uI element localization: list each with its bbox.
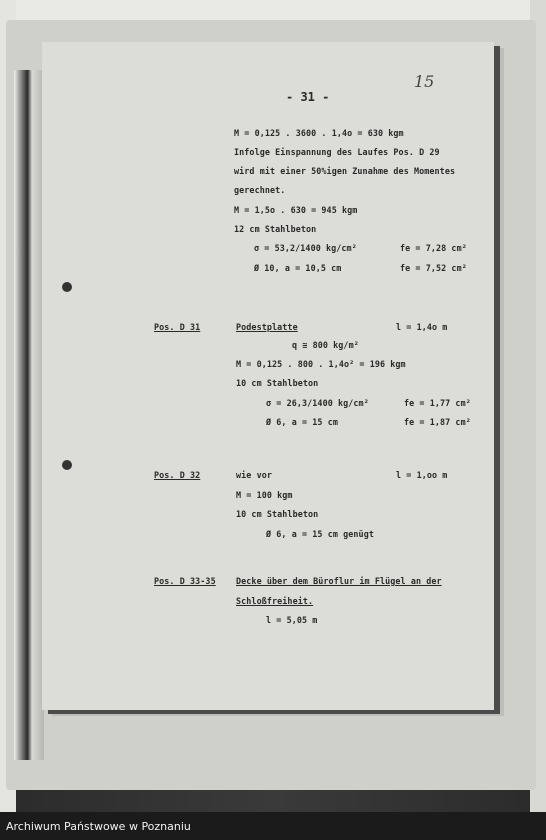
text-line: l = 1,oo m — [396, 470, 448, 480]
text-line: q ≅ 800 kg/m² — [292, 340, 359, 350]
position-label: Pos. D 31 — [154, 322, 201, 332]
text-line: Infolge Einspannung des Laufes Pos. D 29 — [234, 147, 440, 157]
text-line: M = 0,125 . 3600 . 1,4o = 630 kgm — [234, 128, 404, 138]
text-line: σ = 26,3/1400 kg/cm² — [266, 398, 369, 408]
text-line: M = 100 kgm — [236, 490, 293, 500]
text-line: fe = 7,28 cm² — [400, 243, 467, 253]
document-page — [42, 42, 494, 710]
punch-hole — [62, 460, 72, 470]
text-line: l = 1,4o m — [396, 322, 448, 332]
section-heading: Podestplatte — [236, 322, 298, 332]
punch-hole — [62, 282, 72, 292]
text-line: fe = 1,77 cm² — [404, 398, 471, 408]
text-line: Ø 6, a = 15 cm genügt — [266, 529, 374, 539]
text-line: 10 cm Stahlbeton — [236, 509, 319, 519]
text-line: Ø 10, a = 10,5 cm — [254, 263, 342, 273]
text-line: σ = 53,2/1400 kg/cm² — [254, 243, 357, 253]
section-heading: Schloßfreiheit. — [236, 596, 314, 606]
text-line: l = 5,05 m — [266, 615, 318, 625]
text-line: 10 cm Stahlbeton — [236, 378, 319, 388]
archive-name: Archiwum Państwowe w Poznaniu — [6, 820, 191, 833]
text-line: 12 cm Stahlbeton — [234, 224, 317, 234]
text-line: Ø 6, a = 15 cm — [266, 417, 338, 427]
film-edge-top — [0, 0, 546, 20]
text-line: fe = 7,52 cm² — [400, 263, 467, 273]
position-label: Pos. D 32 — [154, 470, 201, 480]
text-line: M = 1,5o . 630 = 945 kgm — [234, 205, 358, 215]
section-heading: Decke über dem Büroflur im Flügel an der — [236, 576, 442, 586]
text-line: M = 0,125 . 800 . 1,4o² = 196 kgm — [236, 359, 406, 369]
text-line: wird mit einer 50%igen Zunahme des Momentes — [234, 166, 456, 176]
binding-edge — [14, 70, 44, 760]
page-number: - 31 - — [286, 90, 330, 104]
text-line: wie vor — [236, 470, 272, 480]
folio-number: 15 — [414, 72, 435, 91]
text-line: gerechnet. — [234, 185, 286, 195]
position-label: Pos. D 33-35 — [154, 576, 216, 586]
text-line: fe = 1,87 cm² — [404, 417, 471, 427]
